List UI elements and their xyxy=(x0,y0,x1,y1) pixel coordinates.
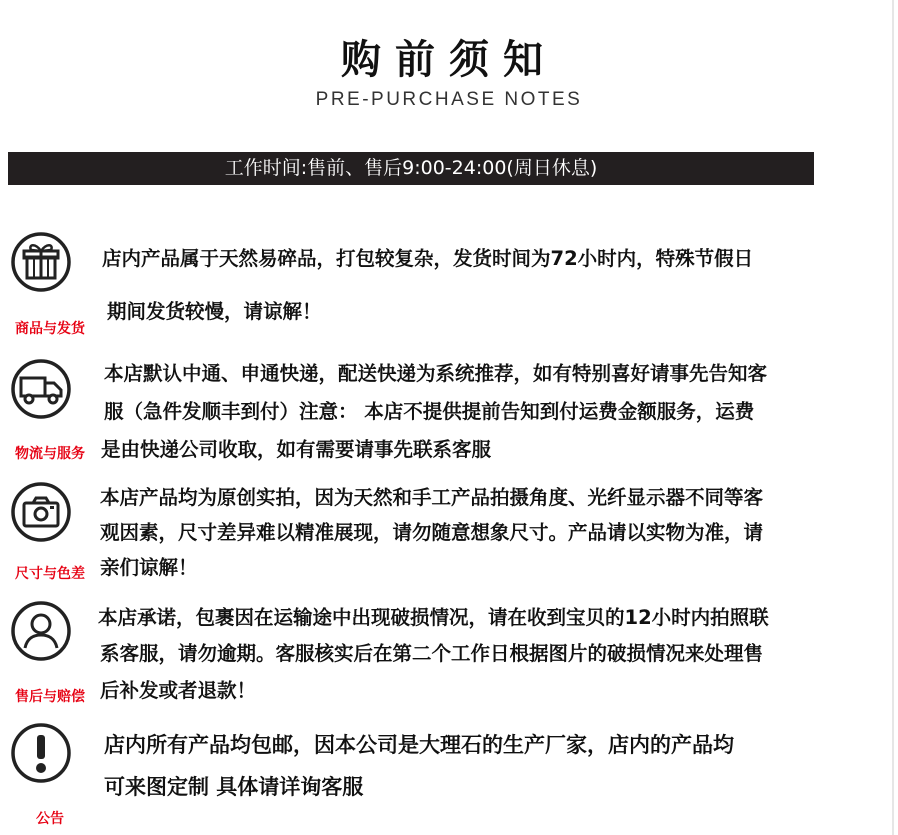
section-text-line: 店内所有产品均包邮，因本公司是大理石的生产厂家，店内的产品均 xyxy=(104,733,734,757)
section-text-line: 系客服，请勿逾期。客服核实后在第二个工作日根据图片的破损情况来处理售 xyxy=(100,642,764,665)
section-text-line: 期间发货较慢，请谅解！ xyxy=(107,300,322,323)
section-text-line: 本店产品均为原创实拍，因为天然和手工产品拍摄角度、光纤显示器不同等客 xyxy=(100,486,764,509)
camera-icon xyxy=(10,481,72,543)
section-text-line: 是由快递公司收取，如有需要请事先联系客服 xyxy=(101,438,492,461)
user-icon xyxy=(10,600,72,662)
right-border xyxy=(892,0,894,835)
gift-icon xyxy=(10,231,72,293)
section-label-goods: 商品与发货 xyxy=(15,321,85,337)
section-text-line: 后补发或者退款！ xyxy=(100,679,257,702)
page-title: 购前须知 xyxy=(341,37,557,83)
section-text-line: 本店默认中通、申通快递，配送快递为系统推荐，如有特别喜好请事先告知客 xyxy=(104,362,768,385)
exclamation-icon xyxy=(10,722,72,784)
truck-icon xyxy=(10,358,72,420)
section-label-notice: 公告 xyxy=(36,811,64,827)
section-text-line: 可来图定制 具体请详询客服 xyxy=(104,775,364,799)
working-hours-banner: 工作时间:售前、售后9:00-24:00(周日休息) xyxy=(8,152,814,185)
section-text-line: 服（急件发顺丰到付）注意： 本店不提供提前告知到付运费金额服务，运费 xyxy=(104,400,755,423)
page-subtitle: PRE-PURCHASE NOTES xyxy=(315,89,583,110)
section-text-line: 店内产品属于天然易碎品，打包较复杂，发货时间为72小时内，特殊节假日 xyxy=(102,247,754,270)
section-text-line: 观因素，尺寸差异难以精准展现，请勿随意想象尺寸。产品请以实物为准，请 xyxy=(100,521,764,544)
section-label-size: 尺寸与色差 xyxy=(15,566,85,582)
section-label-after-sales: 售后与赔偿 xyxy=(15,689,85,705)
section-text-line: 本店承诺，包裹因在运输途中出现破损情况，请在收到宝贝的12小时内拍照联 xyxy=(98,606,769,629)
section-text-line: 亲们谅解！ xyxy=(100,556,198,579)
section-label-logistics: 物流与服务 xyxy=(15,446,85,462)
